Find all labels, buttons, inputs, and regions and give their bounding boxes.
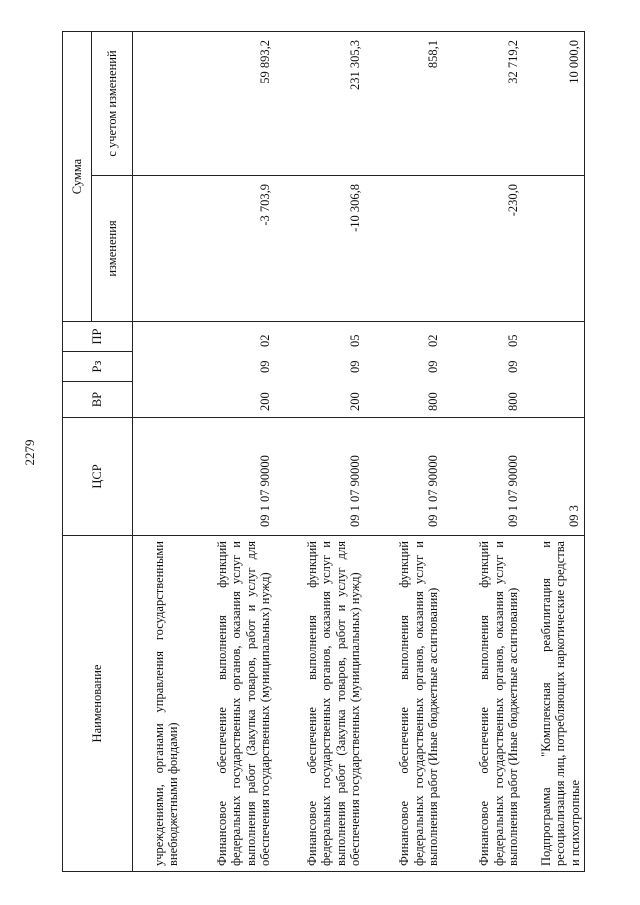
row-change (365, 176, 443, 322)
row-change: -10 306,8 (275, 176, 365, 322)
header-with-change: с учетом изменений (92, 32, 133, 176)
row-total: 10 000,0 (523, 32, 585, 176)
row-csr (133, 418, 183, 536)
row-name: учреждениями, органами управления государственными внебюджетными фондами) (133, 536, 183, 872)
header-name: Наименование (63, 536, 133, 872)
row-codes (365, 322, 443, 418)
table-row (133, 32, 183, 872)
row-csr: 09 1 07 90000 (275, 418, 365, 536)
row-total: 858,1 (365, 32, 443, 176)
row-change (523, 176, 585, 322)
row-name: Финансовое обеспечение выполнения функций федеральных государственных органов, оказания услуг и выполнения работ (Иные бюджетные ассигнования) (443, 536, 523, 872)
header-rz: Рз (63, 352, 133, 382)
row-pr: 05 (347, 334, 362, 347)
row-name: Финансовое обеспечение выполнения функций федеральных государственных органов, оказания услуг и выполнения работ (Закупка товаров, работ и услуг для обеспечения государственных (муниципальных) нужд) (183, 536, 275, 872)
table-row (523, 32, 585, 872)
row-pr: 02 (257, 334, 272, 347)
row-codes (523, 322, 585, 418)
page-number: 2279 (22, 439, 37, 466)
row-csr: 09 1 07 90000 (183, 418, 275, 536)
table-row (365, 32, 443, 872)
row-vr: 800 (505, 392, 520, 411)
row-name: Финансовое обеспечение выполнения функций федеральных государственных органов, оказания услуг и выполнения работ (Иные бюджетные ассигнования) (365, 536, 443, 872)
row-rz: 09 (505, 360, 520, 373)
row-total: 32 719,2 (443, 32, 523, 176)
table-row (443, 32, 523, 872)
header-pr: ПР (63, 322, 133, 352)
table-row (183, 32, 275, 872)
table-row (275, 32, 365, 872)
row-vr: 200 (347, 392, 362, 411)
row-csr: 09 3 (523, 418, 585, 536)
row-csr: 09 1 07 90000 (443, 418, 523, 536)
row-total: 231 305,3 (275, 32, 365, 176)
row-total: 59 893,2 (183, 32, 275, 176)
row-rz: 09 (425, 360, 440, 373)
row-codes (443, 322, 523, 418)
row-codes (275, 322, 365, 418)
header-change: изменения (92, 176, 133, 322)
header-csr: ЦСР (63, 418, 133, 536)
row-codes (183, 322, 275, 418)
row-pr: 02 (425, 334, 440, 347)
row-rz: 09 (347, 360, 362, 373)
row-name: Финансовое обеспечение выполнения функций федеральных государственных органов, оказания услуг и выполнения работ (Закупка товаров, работ и услуг для обеспечения государственных (муниципальных) нужд) (275, 536, 365, 872)
row-change: -230,0 (443, 176, 523, 322)
row-rz: 09 (257, 360, 272, 373)
row-codes (133, 322, 183, 418)
row-change: -3 703,9 (183, 176, 275, 322)
row-name: Подпрограмма "Комплексная реабилитация и ресоциализация лиц, потребляющих наркотические средства и психотропные (523, 536, 585, 872)
row-total (133, 32, 183, 176)
row-vr: 800 (425, 392, 440, 411)
header-sum: Сумма (63, 32, 92, 322)
row-change (133, 176, 183, 322)
row-vr: 200 (257, 392, 272, 411)
row-csr: 09 1 07 90000 (365, 418, 443, 536)
header-vr: ВР (63, 382, 133, 418)
row-pr: 05 (505, 334, 520, 347)
budget-table (62, 31, 585, 872)
